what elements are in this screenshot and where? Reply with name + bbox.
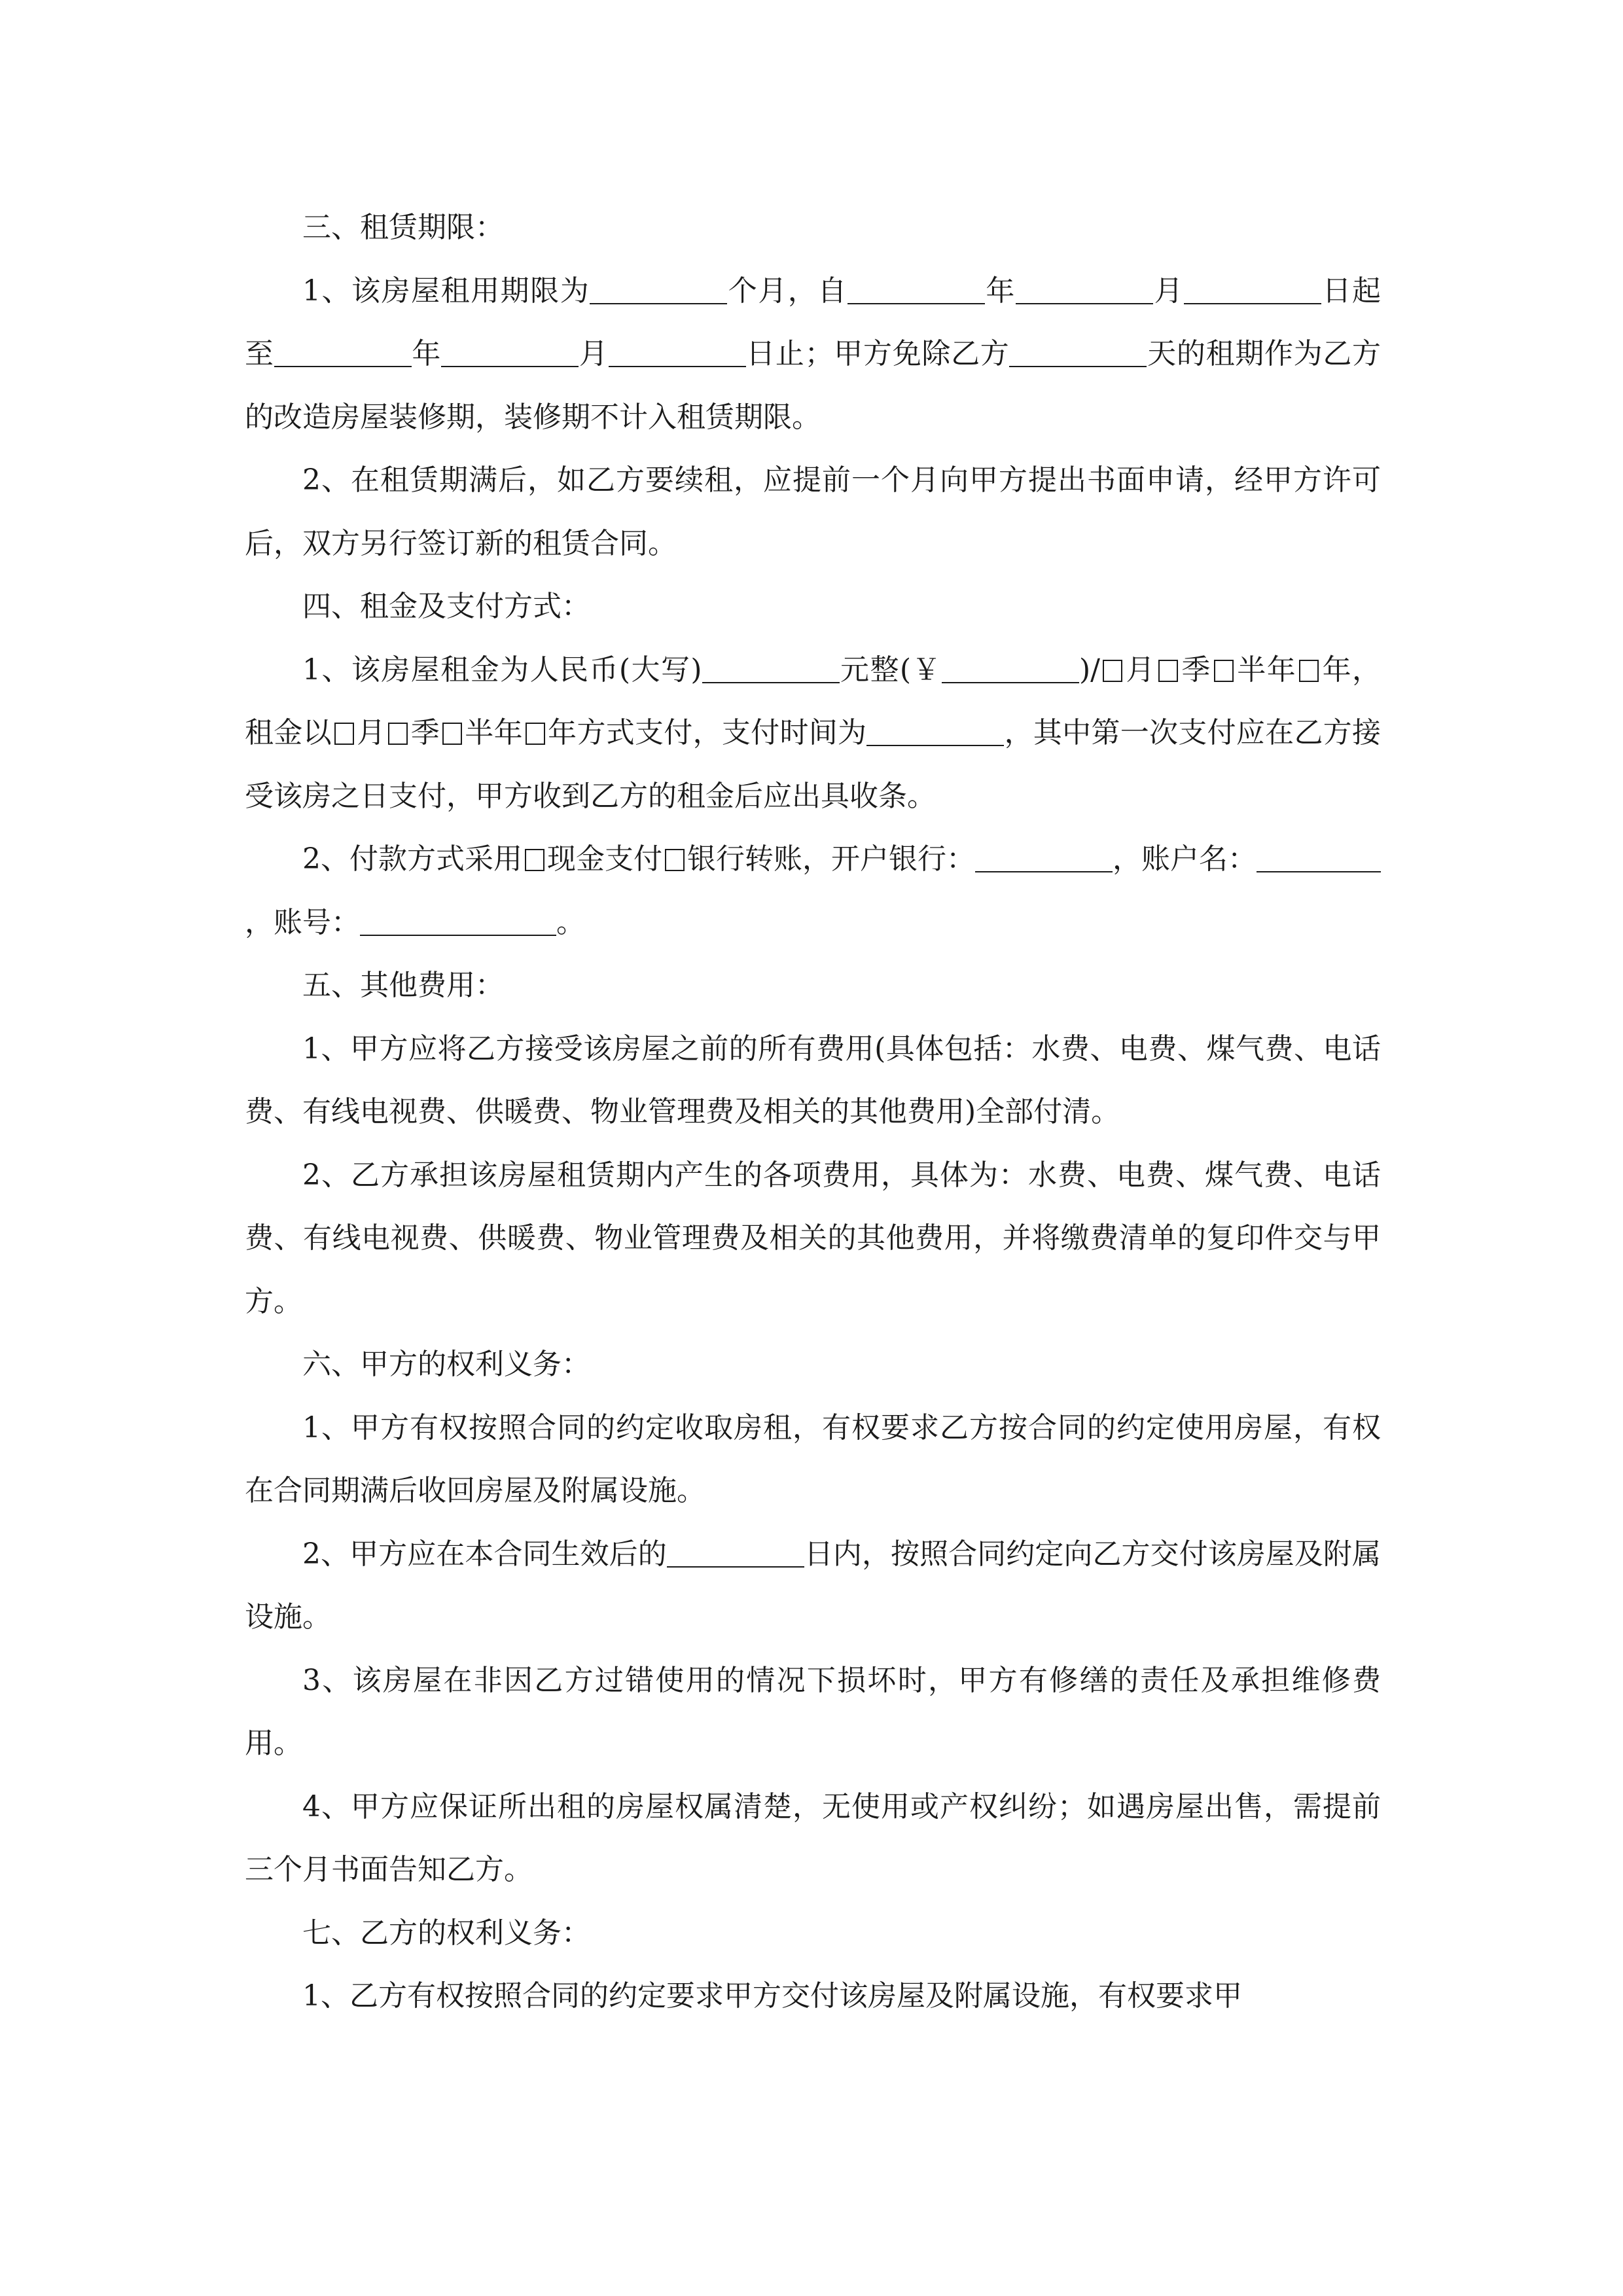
section-heading-other-fees: 五、其他费用： bbox=[302, 969, 504, 1002]
blank-lease-months[interactable] bbox=[590, 274, 727, 304]
clause-fees-2: 2、乙方承担该房屋租赁期内产生的各项费用，具体为：水费、电费、煤气费、电话费、有线电视费、供暖费、物业管理费及相关的其他费用，并将缴费清单的复印件交与甲方。 bbox=[245, 1158, 1381, 1318]
checkbox-bank-transfer[interactable] bbox=[665, 849, 685, 871]
clause-rent-2: 2、付款方式采用 现金支付 银行转账，开户银行： ，账户名：，账号： 。 bbox=[245, 828, 1381, 954]
checkbox-pay-monthly[interactable] bbox=[334, 723, 354, 745]
checkbox-rent-yearly[interactable] bbox=[1299, 660, 1319, 682]
checkbox-cash-payment[interactable] bbox=[525, 849, 544, 871]
blank-rent-amount[interactable] bbox=[942, 653, 1079, 683]
section-heading-lease-term: 三、租赁期限： bbox=[302, 211, 504, 244]
clause-landlord-2: 2、甲方应在本合同生效后的 日内，按照合同约定向乙方交付该房屋及附属设施。 bbox=[245, 1537, 1381, 1634]
blank-end-month[interactable] bbox=[441, 337, 579, 367]
blank-start-day[interactable] bbox=[1184, 274, 1321, 304]
clause-landlord-1: 1、甲方有权按照合同的约定收取房租，有权要求乙方按合同的约定使用房屋，有权在合同期满后收回房屋及附属设施。 bbox=[245, 1410, 1381, 1507]
section-heading-tenant-rights: 七、乙方的权利义务： bbox=[302, 1916, 590, 1950]
clause-lease-term-1: 1、该房屋租用期限为 个月，自 年 月 日起至 年 月 日止；甲方免除乙方 天的租期作为乙方的改造房屋装修期，装修期不计入租赁期限。 bbox=[245, 274, 1382, 434]
blank-account-number[interactable] bbox=[360, 906, 556, 936]
section-heading-rent-payment: 四、租金及支付方式： bbox=[302, 590, 590, 623]
blank-end-year[interactable] bbox=[274, 337, 412, 367]
blank-bank-name[interactable] bbox=[975, 842, 1113, 872]
checkbox-pay-quarterly[interactable] bbox=[388, 723, 408, 745]
section-heading-landlord-rights: 六、甲方的权利义务： bbox=[302, 1348, 590, 1381]
blank-rent-uppercase[interactable] bbox=[702, 653, 840, 683]
clause-rent-1: 1、该房屋租金为人民币(大写) 元整(￥ )/ 月 季 半年 年，租金以 月 季 半年 年方式支付，支付时间为 ，其中第一次支付应在乙方接受该房之日支付，甲方收到乙方的租金后应出具收条。 bbox=[245, 653, 1382, 813]
checkbox-rent-half-year[interactable] bbox=[1214, 660, 1234, 682]
clause-fees-1: 1、甲方应将乙方接受该房屋之前的所有费用(具体包括：水费、电费、煤气费、电话费、有线电视费、供暖费、物业管理费及相关的其他费用)全部付清。 bbox=[245, 1031, 1381, 1128]
checkbox-rent-monthly[interactable] bbox=[1103, 660, 1122, 682]
checkbox-rent-quarterly[interactable] bbox=[1158, 660, 1178, 682]
blank-payment-time[interactable] bbox=[866, 716, 1004, 746]
clause-landlord-3: 3、该房屋在非因乙方过错使用的情况下损坏时，甲方有修缮的责任及承担维修费用。 bbox=[245, 1663, 1381, 1760]
checkbox-pay-half-year[interactable] bbox=[442, 723, 462, 745]
blank-renovation-days[interactable] bbox=[1009, 337, 1147, 367]
blank-delivery-days[interactable] bbox=[667, 1537, 804, 1568]
clause-landlord-4: 4、甲方应保证所出租的房屋权属清楚，无使用或产权纠纷；如遇房屋出售，需提前三个月书面告知乙方。 bbox=[245, 1789, 1381, 1886]
clause-tenant-1: 1、乙方有权按照合同的约定要求甲方交付该房屋及附属设施，有权要求甲 bbox=[302, 1979, 1242, 2013]
checkbox-pay-yearly[interactable] bbox=[526, 723, 545, 745]
blank-end-day[interactable] bbox=[609, 337, 746, 367]
blank-start-month[interactable] bbox=[1016, 274, 1153, 304]
clause-lease-term-2: 2、在租赁期满后，如乙方要续租，应提前一个月向甲方提出书面申请，经甲方许可后，双方另行签订新的租赁合同。 bbox=[245, 463, 1381, 560]
document-body bbox=[245, 196, 1381, 2028]
blank-start-year[interactable] bbox=[847, 274, 985, 304]
blank-account-name[interactable] bbox=[1257, 842, 1381, 872]
